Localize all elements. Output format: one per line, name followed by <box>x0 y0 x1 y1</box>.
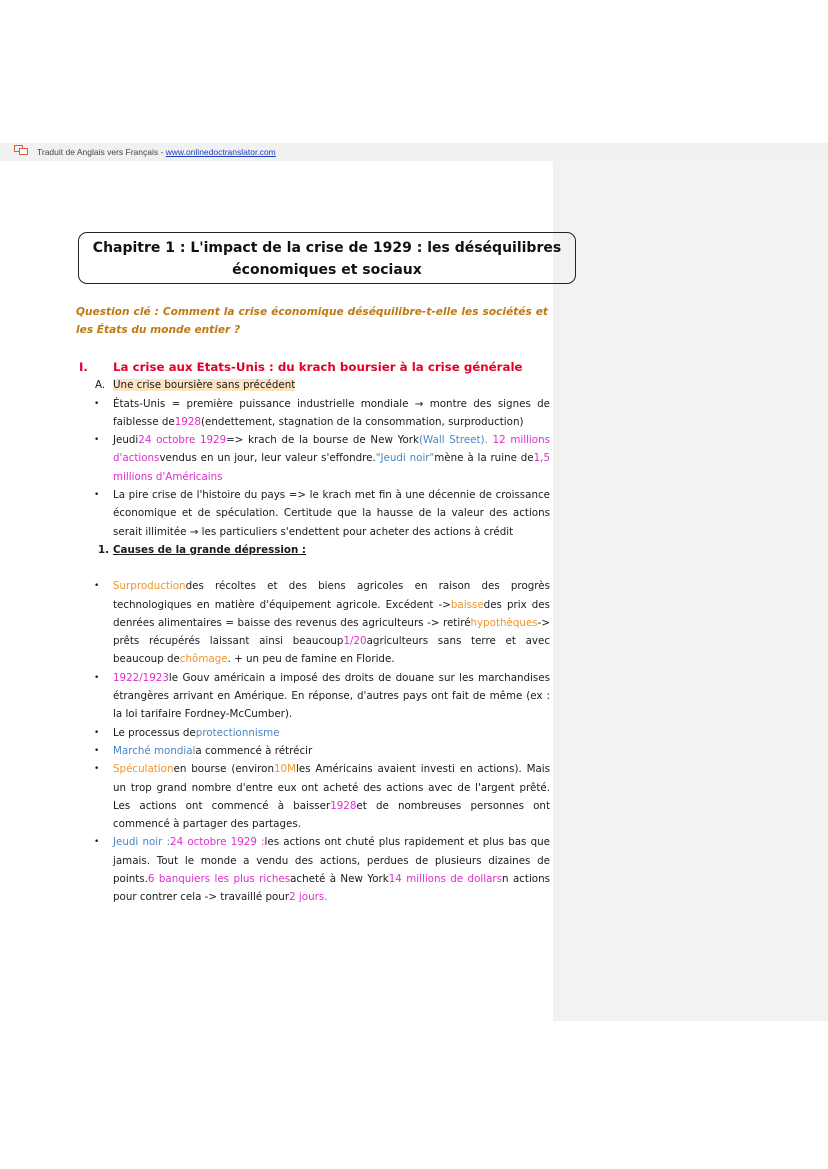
list-item: • Jeudi noir :24 octobre 1929 :les actions ont chuté plus rapidement et plus bas que jamais. Tout le monde a vendu des actions, perdues de plusieurs dizaines de points.6 banquiers les plus richesacheté à New York14 millions de dollarsn actions pour contrer cela -> travaillé pour2 jours. <box>76 833 550 906</box>
bullets-a <box>76 395 550 541</box>
translator-banner <box>0 143 828 161</box>
list-item: • Marché mondiala commencé à rétrécir <box>76 742 550 760</box>
subsection-a-title: Une crise boursière sans précédent <box>113 379 296 392</box>
translator-link[interactable]: www.onlinedoctranslator.com <box>165 147 276 157</box>
comment-margin-panel <box>553 161 828 1021</box>
translator-prefix: Traduit de Anglais vers Français - <box>37 147 166 157</box>
key-question: Question clé : Comment la crise économique déséquilibre-t-elle les sociétés et les États du monde entier ? <box>76 306 548 336</box>
chapter-title-line2: économiques et sociaux <box>232 262 422 278</box>
causes-title: Causes de la grande dépression : <box>113 543 307 556</box>
section-1-title: La crise aux Etats-Unis : du krach boursier à la crise générale <box>113 360 523 374</box>
section-1-heading <box>76 358 550 376</box>
spacer <box>76 559 550 577</box>
list-item: • La pire crise de l'histoire du pays => le krach met fin à une décennie de croissance économique et de spéculation. Certitude que la hausse de la valeur des actions serait illimitée → les particuliers s'endettent pour acheter des actions à crédit <box>76 486 550 541</box>
bullets-causes <box>76 577 550 906</box>
chapter-title-line1: Chapitre 1 : L'impact de la crise de 1929 : les déséquilibres <box>92 240 562 256</box>
subsection-a-number: A. <box>95 379 106 392</box>
list-item: • Surproductiondes récoltes et des biens agricoles en raison des progrès technologiques en matière d'équipement agricole. Excédent ->baissedes prix des denrées alimentaires = baisse des revenus des agriculteurs -> retiréhypothèques-> prêts récupérés laissant ainsi beaucoup1/20agriculteurs sans terre et avec beaucoup dechômage. + un peu de famine en Floride. <box>76 577 550 668</box>
list-item: • 1922/1923le Gouv américain a imposé des droits de douane sur les marchandises étrangères arrivant en Amérique. En réponse, d'autres pays ont fait de même (ex : la loi tarifaire Fordney-McCumber). <box>76 669 550 724</box>
subsection-a-heading <box>76 376 550 394</box>
causes-number: 1. <box>98 543 110 556</box>
translator-credit <box>37 147 276 157</box>
chapter-title-box <box>78 232 576 284</box>
list-item: • Jeudi24 octobre 1929=> krach de la bourse de New York(Wall Street). 12 millions d'actionsvendus en un jour, leur valeur s'effondre."Jeudi noir"mène à la ruine de1,5 millions d'Américains <box>76 431 550 486</box>
document-body <box>76 358 550 907</box>
list-item: • Spéculationen bourse (environ10Mles Américains avaient investi en actions). Mais un trop grand nombre d'entre eux ont acheté des actions avec de l'argent prêté. Les actions ont commencé à baisser1928et de nombreuses personnes ont commencé à partager des partages. <box>76 760 550 833</box>
list-item: • États-Unis = première puissance industrielle mondiale → montre des signes de faiblesse de1928(endettement, stagnation de la consommation, surproduction) <box>76 395 550 432</box>
section-1-number: I. <box>79 360 88 374</box>
list-item: • Le processus deprotectionnisme <box>76 724 550 742</box>
causes-heading <box>76 541 550 559</box>
translate-icon <box>14 145 28 155</box>
